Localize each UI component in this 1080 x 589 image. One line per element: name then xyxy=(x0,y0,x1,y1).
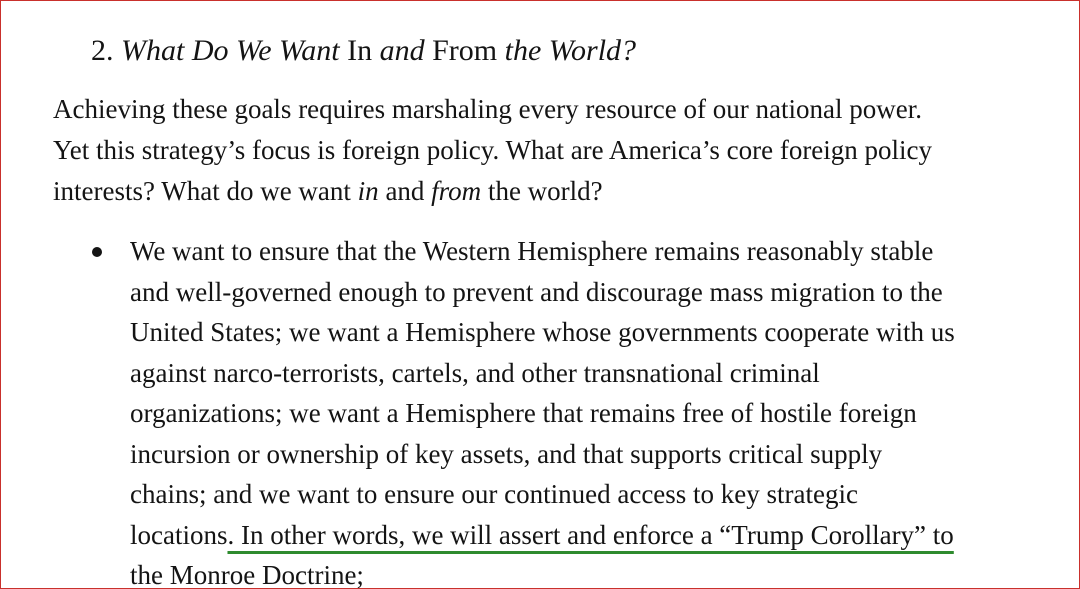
bullet-line-8 xyxy=(130,515,1070,556)
bullet-line-5: organizations; we want a Hemisphere that remains free of hostile foreign xyxy=(130,398,917,428)
bullet-line-8a: locations xyxy=(130,519,228,550)
intro-line-3c: and xyxy=(378,176,432,206)
intro-line-3d: from xyxy=(431,176,482,206)
bullet-line-6: incursion or ownership of key assets, and that supports critical supply xyxy=(130,438,883,469)
intro-line-3a: interests? What do we want xyxy=(53,176,358,206)
highlighted-phrase-end: the Monroe Doctrine; xyxy=(130,560,364,589)
heading-part-4: From xyxy=(432,34,498,67)
bullet-line-9 xyxy=(130,555,1070,589)
intro-line-1: Achieving these goals requires marshaling every resource of our national power. xyxy=(53,94,922,124)
intro-line-2: Yet this strategy’s focus is foreign policy. What are America’s core foreign policy xyxy=(53,135,933,165)
section-heading xyxy=(91,27,636,75)
bullet-line-4: against narco-terrorists, cartels, and other transnational criminal xyxy=(130,357,820,388)
bullet-line-7: chains; and we want to ensure our continued access to key strategic xyxy=(130,479,858,509)
heading-part-1: What Do We Want xyxy=(121,34,340,67)
heading-part-5: the World? xyxy=(504,34,637,67)
intro-line-3e: the world? xyxy=(481,176,603,206)
bullet-line-3: United States; we want a Hemisphere whose governments cooperate with us xyxy=(130,317,955,347)
intro-line-3b: in xyxy=(357,176,379,206)
bullet-line-1: We want to ensure that the Western Hemisphere remains reasonably stable xyxy=(130,236,934,266)
heading-part-3: and xyxy=(379,34,425,67)
intro-paragraph xyxy=(53,89,1063,212)
heading-part-2: In xyxy=(347,34,373,67)
heading-number: 2. xyxy=(91,34,114,67)
highlighted-phrase: . In other words, we will assert and enforce a “Trump Corollary” to xyxy=(227,519,954,550)
bullet-dot-icon xyxy=(92,247,102,257)
bullet-line-2: and well-governed enough to prevent and discourage mass migration to the xyxy=(130,276,943,307)
bullet-text xyxy=(130,231,1070,589)
